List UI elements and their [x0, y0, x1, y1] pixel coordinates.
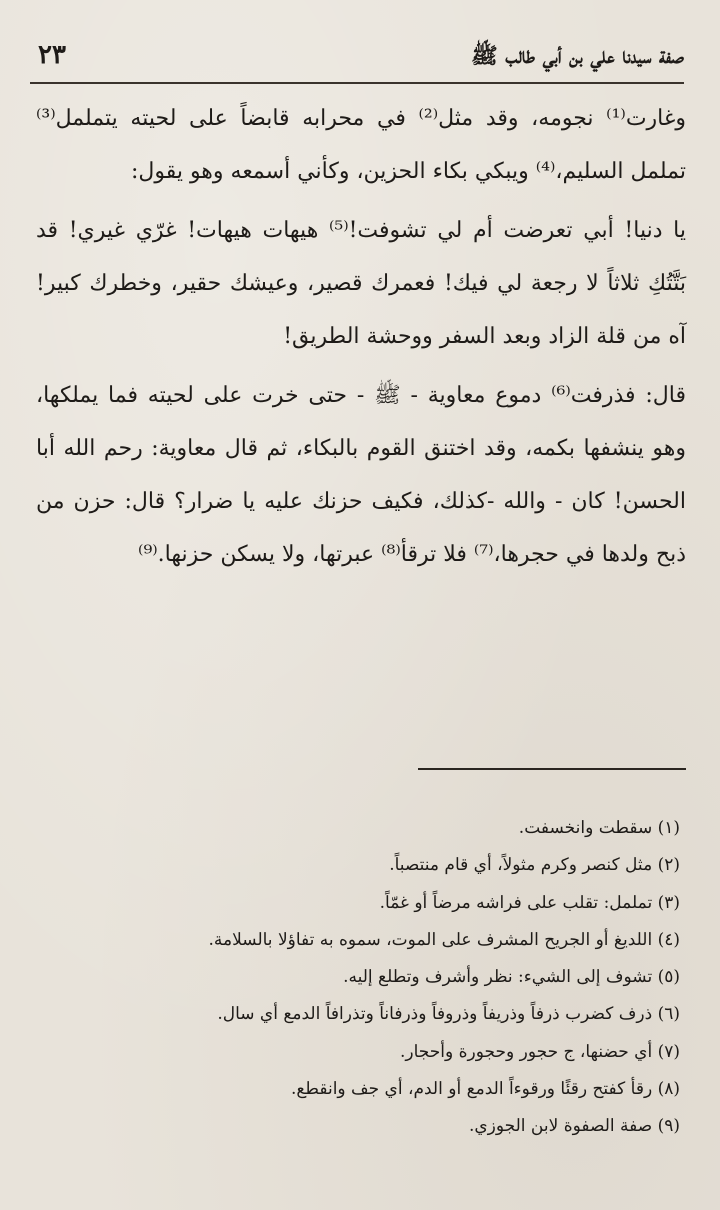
- footnote-3: (٣) تململ: تقلب على فراشه مرضاً أو غمّاً.: [379, 892, 680, 913]
- running-title: صفة سيدنا علي بن أبي طالب ﷺ: [471, 43, 684, 69]
- footnote-1: (١) سقطت وانخسفت.: [518, 818, 680, 838]
- paragraph-3: قال: فذرفت⁽⁶⁾ دموع معاوية - ﷺ - حتى خرت على لحيته فما يملكها، وهو ينشفها بكمه، وقد اختنق القوم بالبكاء، ثم قال معاوية: رحم الله أبا الحسن! كان - والله -كذلك، فكيف حزنك عليه يا ضرار؟ قال: حزن من ذبح ولدها في حجرها،⁽⁷⁾ فلا ترقأ⁽⁸⁾ عبرتها، ولا يسكن حزنها.⁽⁹⁾: [36, 383, 686, 567]
- footnote-4: (٤) اللديغ أو الجريح المشرف على الموت، سموه به تفاؤلا بالسلامة.: [208, 929, 680, 950]
- header-divider: [30, 82, 684, 84]
- footnote-2: (٢) مثل كنصر وكرم مثولاً، أي قام منتصباً.: [389, 855, 680, 876]
- footnote-6: (٦) ذرف كضرب ذرفاً وذريفاً وذروفاً وذرفاناً وتذرافاً الدمع أي سال.: [217, 1004, 680, 1025]
- footnote-divider: [418, 768, 686, 770]
- paragraph-2: يا دنيا! أبي تعرضت أم لي تشوفت!⁽⁵⁾ هيهات هيهات! غرّي غيري! قد بَتَّتُكِ ثلاثاً لا رجعة لي فيك! فعمرك قصير، وعيشك حقير، وخطرك كبير! آه من قلة الزاد وبعد السفر ووحشة الطريق!: [36, 218, 686, 349]
- footnote-9: (٩) صفة الصفوة لابن الجوزي.: [468, 1116, 680, 1137]
- page-number: ٢٣: [38, 40, 66, 70]
- footnotes: [36, 810, 680, 1146]
- main-text: [36, 92, 686, 587]
- paragraph-1: وغارت⁽¹⁾ نجومه، وقد مثل⁽²⁾ في محرابه قابضاً على لحيته يتململ⁽³⁾ تململ السليم،⁽⁴⁾ ويبكي بكاء الحزين، وكأني أسمعه وهو يقول:: [36, 106, 686, 184]
- footnote-5: (٥) تشوف إلى الشيء: نظر وأشرف وتطلع إليه.: [343, 967, 680, 988]
- footnote-8: (٨) رقأ كفتح رقئًا ورقوءاً الدمع أو الدم، أي جف وانقطع.: [290, 1079, 680, 1100]
- running-header: [30, 38, 684, 78]
- footnote-7: (٧) أي حضنها، ج حجور وحجورة وأحجار.: [400, 1041, 680, 1062]
